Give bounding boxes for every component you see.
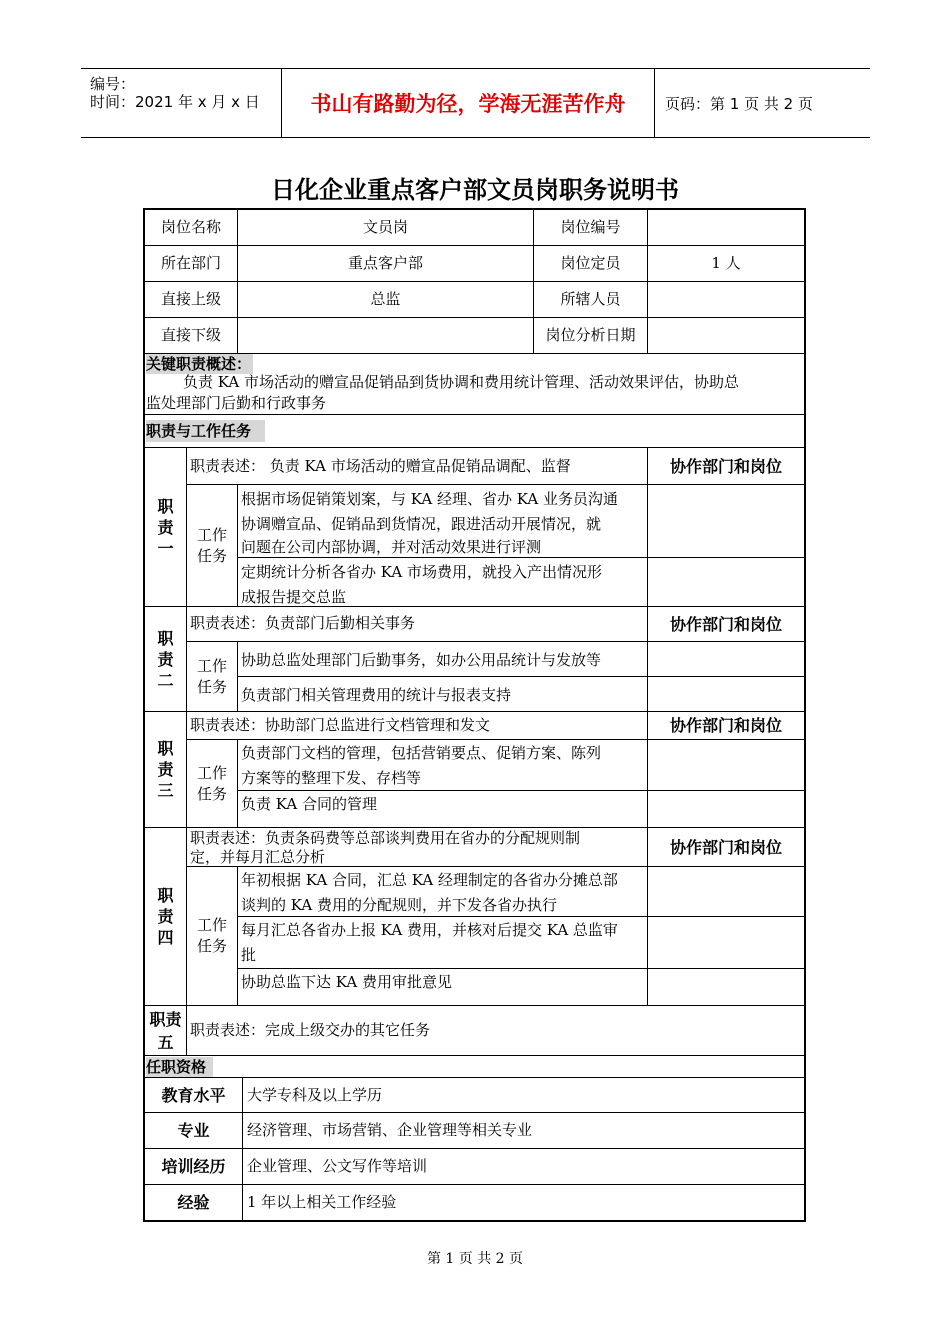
duty-5-name: 职责 五 xyxy=(149,1009,182,1052)
training-label: 培训经历 xyxy=(161,1157,226,1176)
duty-3-task-1: 负责部门文档的管理，包括营销要点、促销方案、陈列 方案等的整理下发、存档等 xyxy=(241,744,602,787)
duty-4-task-label: 工作 任务 xyxy=(196,916,227,955)
subordinates-label: 所辖人员 xyxy=(560,290,621,308)
experience-value: 1 年以上相关工作经验 xyxy=(247,1193,397,1211)
duties-section-title: 职责与工作任务 xyxy=(146,420,265,442)
page-footer: 第 1 页 共 2 页 xyxy=(426,1251,524,1267)
major-value: 经济管理、市场营销、企业管理等相关专业 xyxy=(247,1121,533,1139)
analysis-date-value xyxy=(648,318,804,353)
duty-4-task-1: 年初根据 KA 合同，汇总 KA 经理制定的各省办分摊总部 谈判的 KA 费用的分配规则，并下发各省办执行 xyxy=(241,871,618,914)
code-label: 编号： xyxy=(90,75,136,93)
motto: 书山有路勤为径，学海无涯苦作舟 xyxy=(282,69,655,137)
duty-2-task-label: 工作 任务 xyxy=(196,656,227,696)
duty-2-name: 职 责 二 xyxy=(157,628,174,690)
duty-1-task-1: 根据市场促销策划案，与 KA 经理、省办 KA 业务员沟通 协调赠宣品、促销品到货情况，跟进活动开展情况，就 问题在公司内部协调，并对活动效果进行评测 xyxy=(241,490,618,556)
duty-3-coop-header: 协作部门和岗位 xyxy=(669,716,782,735)
subordinates-value xyxy=(648,282,804,317)
post-name-label: 岗位名称 xyxy=(160,218,221,236)
duty-3-task-label: 工作 任务 xyxy=(196,763,227,803)
duty-3-desc: 职责表述：协助部门总监进行文档管理和发文 xyxy=(190,716,491,734)
department-value: 重点客户部 xyxy=(347,254,423,272)
duty-2-task-2: 负责部门相关管理费用的统计与报表支持 xyxy=(241,686,512,704)
duty-4-coop-header: 协作部门和岗位 xyxy=(669,837,782,857)
summary-label: 关键职责概述： xyxy=(146,355,252,373)
post-name-value: 文员岗 xyxy=(362,218,408,236)
duty-4-desc: 职责表述：负责条码费等总部谈判费用在省办的分配规则制 定，并每月汇总分析 xyxy=(190,829,581,866)
headcount-value: 1 人 xyxy=(711,254,741,272)
document-title: 日化企业重点客户部文员岗职务说明书 xyxy=(271,176,679,204)
education-label: 教育水平 xyxy=(161,1085,226,1105)
duty-2-task-1: 协助总监处理部门后勤事务，如办公用品统计与发放等 xyxy=(241,651,602,669)
analysis-date-label: 岗位分析日期 xyxy=(545,326,636,344)
post-code-value xyxy=(648,210,804,245)
duty-1-desc: 职责表述： 负责 KA 市场活动的赠宣品促销品调配、监督 xyxy=(190,457,571,475)
page-header xyxy=(81,68,870,138)
superior-value: 总监 xyxy=(370,290,401,308)
header-meta xyxy=(81,69,282,137)
duty-1-coop-header: 协作部门和岗位 xyxy=(669,457,782,476)
time-label: 时间：2021 年 x 月 x 日 xyxy=(90,93,260,111)
headcount-label: 岗位定员 xyxy=(560,254,621,272)
duty-2-coop-header: 协作部门和岗位 xyxy=(669,614,782,634)
summary-line-2: 监处理部门后勤和行政事务 xyxy=(146,394,327,412)
duty-3-name: 职 责 三 xyxy=(157,739,174,800)
duty-5-desc: 职责表述：完成上级交办的其它任务 xyxy=(190,1021,431,1039)
superior-label: 直接上级 xyxy=(160,290,221,308)
qualification-title: 任职资格 xyxy=(146,1057,213,1077)
training-value: 企业管理、公文写作等培训 xyxy=(247,1157,428,1175)
direct-report-label: 直接下级 xyxy=(160,326,221,344)
duty-1-name: 职 责 一 xyxy=(157,496,174,558)
duty-4-task-3: 协助总监下达 KA 费用审批意见 xyxy=(241,973,452,991)
duty-1-task-2: 定期统计分析各省办 KA 市场费用，就投入产出情况形 成报告提交总监 xyxy=(241,563,602,606)
post-code-label: 岗位编号 xyxy=(560,218,621,236)
page-info: 页码：第 1 页 共 2 页 xyxy=(665,94,813,113)
duty-3-task-2: 负责 KA 合同的管理 xyxy=(241,795,377,813)
education-value: 大学专科及以上学历 xyxy=(247,1086,383,1104)
duty-4-name: 职 责 四 xyxy=(157,886,174,947)
duty-1-task-label: 工作 任务 xyxy=(196,525,227,565)
duty-4-task-2: 每月汇总各省办上报 KA 费用，并核对后提交 KA 总监审 批 xyxy=(241,921,618,964)
summary-line-1: 负责 KA 市场活动的赠宣品促销品到货协调和费用统计管理、活动效果评估，协助总 xyxy=(183,373,739,391)
duty-2-desc: 职责表述：负责部门后勤相关事务 xyxy=(190,614,416,632)
major-label: 专业 xyxy=(177,1121,210,1140)
direct-report-value xyxy=(238,318,533,353)
experience-label: 经验 xyxy=(177,1193,210,1212)
department-label: 所在部门 xyxy=(160,254,221,272)
